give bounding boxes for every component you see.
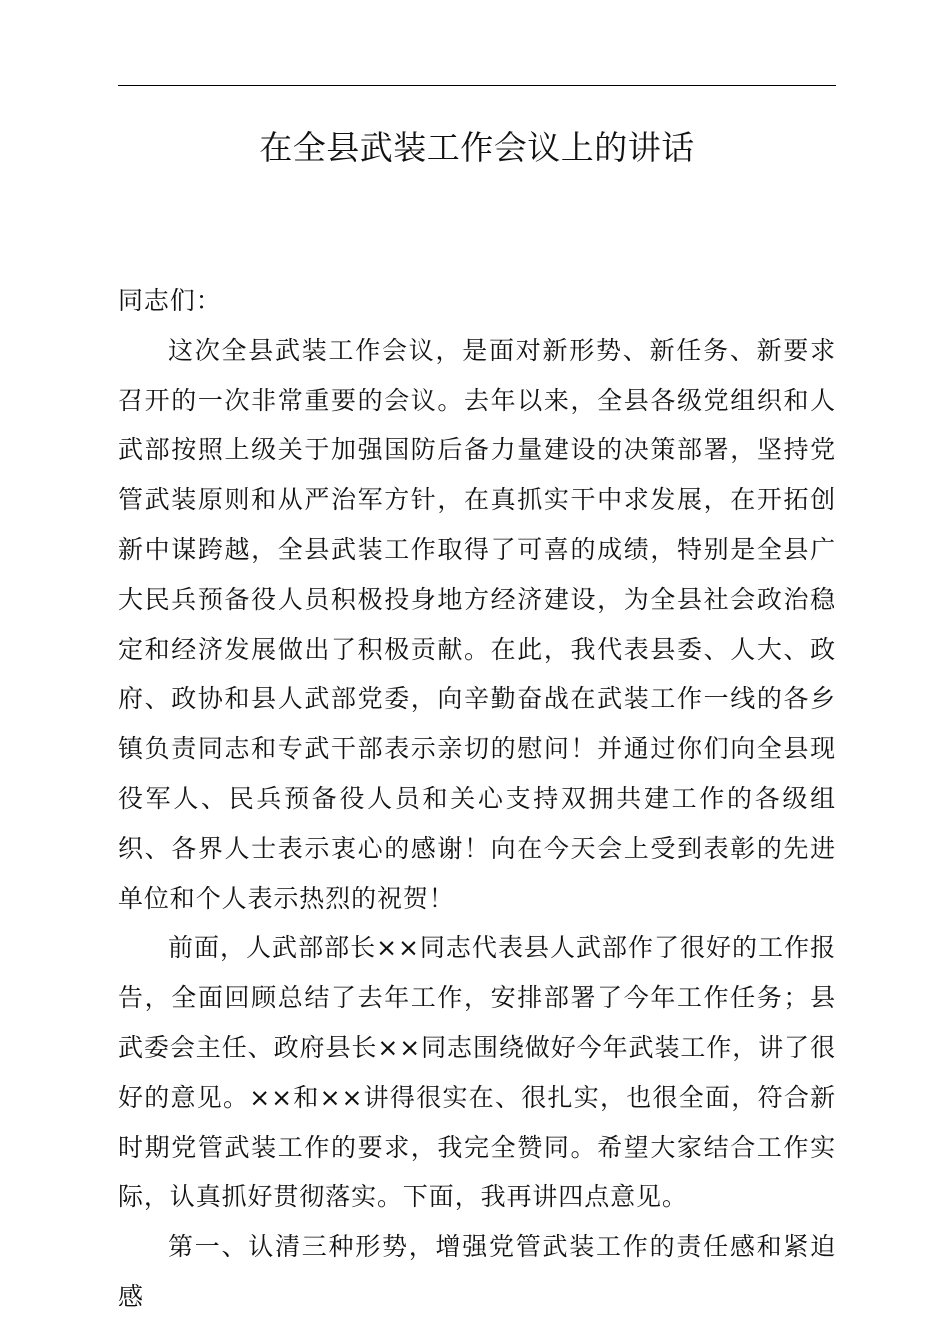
paragraph-opening: 这次全县武装工作会议，是面对新形势、新任务、新要求召开的一次非常重要的会议。去年以来，全县各级党组织和人武部按照上级关于加强国防后备力量建设的决策部署，坚持党管武装原则和从严治军方针，在真抓实干中求发展，在开拓创新中谋跨越，全县武装工作取得了可喜的成绩，特别是全县广大民兵预备役人员积极投身地方经济建设，为全县社会政治稳定和经济发展做出了积极贡献。在此，我代表县委、人大、政府、政协和县人武部党委，向辛勤奋战在武装工作一线的各乡镇负责同志和专武干部表示亲切的慰问！并通过你们向全县现役军人、民兵预备役人员和关心支持双拥共建工作的各级组织、各界人士表示衷心的感谢！向在今天会上受到表彰的先进单位和个人表示热烈的祝贺！: [118, 335, 836, 913]
section-heading-first: 第一、认清三种形势，增强党管武装工作的责任感和紧迫感: [118, 1232, 836, 1311]
header-rule: [118, 85, 836, 86]
document-title: 在全县武装工作会议上的讲话: [259, 128, 695, 167]
greeting: 同志们：: [118, 286, 222, 315]
paragraph-review: 前面，人武部部长××同志代表县人武部作了很好的工作报告，全面回顾总结了去年工作，安排部署了今年工作任务；县武委会主任、政府县长××同志围绕做好今年武装工作，讲了很好的意见。××和××讲得很实在、很扎实，也很全面，符合新时期党管武装工作的要求，我完全赞同。希望大家结合工作实际，认真抓好贯彻落实。下面，我再讲四点意见。: [118, 933, 836, 1212]
document-body: [118, 276, 836, 1322]
